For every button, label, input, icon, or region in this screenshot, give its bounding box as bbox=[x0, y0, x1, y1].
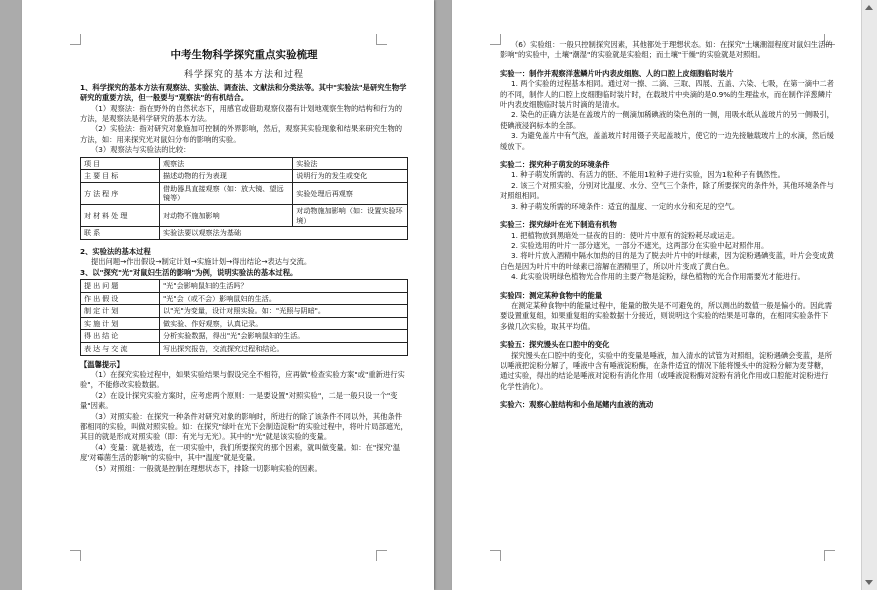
table-row bbox=[81, 182, 408, 204]
scroll-up-icon[interactable] bbox=[865, 5, 873, 10]
paragraph: 1. 种子萌发所需的、有活力的胚、不能用1粒种子进行实验，因为1粒种子有偶然性。 bbox=[510, 170, 785, 180]
table-row bbox=[81, 170, 408, 183]
document-subtitle: 科学探究的基本方法和过程 bbox=[183, 70, 304, 81]
paragraph: （4）变量：就是被选，在一项实验中，我们所要探究的那个因素，就叫做变量。如：在"探究'温度'对霉菌生活的影响"的实验中，其中"温度"就是变量。 bbox=[80, 442, 401, 463]
table-cell: "光"会影响鼠妇的生活吗？ bbox=[160, 280, 408, 293]
table-cell: 作出假设 bbox=[81, 292, 160, 305]
table-cell: 主要目标 bbox=[81, 170, 160, 183]
table-row bbox=[81, 157, 408, 170]
paragraph: 1. 把植物放到黑暗处一昼夜的目的：使叶片中原有的淀粉耗尽或运走。 bbox=[510, 230, 740, 240]
paragraph: 3. 将叶片放入酒精中隔水加热的目的是为了脱去叶片中的叶绿素，因为淀粉遇碘变蓝，叶片会变成黄白色是因为叶片中的叶绿素已溶解在酒精里了，所以叶片变成了黄白色。 bbox=[500, 251, 834, 271]
paragraph: 2. 该三个对照实验，分别对比温度、水分、空气三个条件，除了所要探究的条件外，其他环境条件与对照组相同。 bbox=[500, 180, 834, 201]
paragraph: （5）对照组：一般就是控制在理想状态下，排除一切影响实验的因素。 bbox=[90, 463, 322, 473]
table-row bbox=[81, 227, 408, 240]
paragraph: 探究馒头在口腔中的变化，实验中的变量是唾液，加入清水的试管为对照组，淀粉遇碘会变蓝，是所以唾液把淀粉分解了，唾液中含有唾液淀粉酶，在条件适宜的情况下能将馒头中的淀粉分解为麦芽糖，通过实验，得出的结论是唾液对淀粉有消化作用（或唾液淀粉酶对淀粉有消化作用或口腔能对淀粉进行化学性消化）。 bbox=[500, 350, 832, 391]
paragraph: 2. 实验选用的叶片一部分遮光，一部分不遮光，这两部分在实验中起对照作用。 bbox=[510, 240, 769, 250]
table-cell: 方法程序 bbox=[81, 182, 160, 204]
experiment-2-heading: 实验二：探究种子萌发的环境条件 bbox=[500, 160, 610, 170]
paragraph: （3）观察法与实验法的比较： bbox=[90, 145, 191, 155]
table-cell: 对动物施加影响（如：设置实验环境） bbox=[293, 205, 408, 227]
table-row bbox=[81, 317, 408, 330]
document-page-right bbox=[452, 0, 862, 590]
section-2-heading: 2、实验法的基本过程 bbox=[80, 246, 151, 256]
margin-corner-mark bbox=[70, 550, 81, 561]
margin-corner-mark bbox=[824, 550, 835, 561]
comparison-table bbox=[80, 157, 408, 240]
table-cell: 做实验、作好观察，认真记录。 bbox=[160, 317, 408, 330]
left-page-content[interactable] bbox=[80, 50, 408, 474]
table-row bbox=[81, 280, 408, 293]
vertical-scrollbar[interactable] bbox=[861, 0, 877, 590]
margin-corner-mark bbox=[376, 34, 387, 45]
table-cell: 说明行为的发生或变化 bbox=[293, 170, 408, 183]
experiment-1-heading: 实验一：制作并观察洋葱鳞片叶内表皮细胞、人的口腔上皮细胞临时装片 bbox=[500, 68, 734, 78]
paragraph: 在测定某种食物中的能量过程中，能量的散失是不可避免的，所以测出的数值一般是偏小的。因此需要设置重复组，如果重复组的实验数据十分接近，则说明这个实验的结果是可靠的，在相同实验条件下多做几次实验，取其平均值。 bbox=[500, 300, 832, 331]
experiment-5-heading: 实验五：探究馒头在口腔中的变化 bbox=[500, 340, 610, 350]
table-row bbox=[81, 292, 408, 305]
table-cell: 联系 bbox=[81, 227, 160, 240]
table-cell: 制定计划 bbox=[81, 305, 160, 318]
experiment-6-heading: 实验六：观察心脏结构和小鱼尾鳍内血液的流动 bbox=[500, 400, 654, 410]
paragraph: （1）在探究实验过程中，如果实验结果与假设完全不相符，应再做"检查实验方案"或"重新进行实验"，不能修改实验数据。 bbox=[80, 370, 405, 390]
tips-heading: 【温馨提示】 bbox=[80, 359, 124, 369]
table-cell: 分析实验数据，得出"光"会影响鼠妇的生活。 bbox=[160, 330, 408, 343]
margin-corner-mark bbox=[490, 550, 501, 561]
table-cell: 得出结论 bbox=[81, 330, 160, 343]
experiment-4-heading: 实验四：测定某种食物中的能量 bbox=[500, 290, 603, 300]
table-cell: 实施计划 bbox=[81, 317, 160, 330]
table-cell: 表达与交流 bbox=[81, 343, 160, 356]
document-title: 中考生物科学探究重点实验梳理 bbox=[170, 49, 318, 61]
table-row bbox=[81, 330, 408, 343]
table-cell: 以"光"为变量，设计对照实验。如："光照与阴暗"。 bbox=[160, 305, 408, 318]
table-cell: 实验处理后再观察 bbox=[293, 182, 408, 204]
table-row bbox=[81, 343, 408, 356]
scroll-down-icon[interactable] bbox=[865, 580, 873, 585]
table-cell: 实验法要以观察法为基础 bbox=[160, 227, 408, 240]
paragraph: （3）对照实验：在探究一种条件对研究对象的影响时，所进行的除了该条件不同以外，其他条件都相同的实验，叫做对照实验。如：在探究"绿叶在光下会制造淀粉"的实验过程中，将叶片局部遮光，其目的就是形成对照实验（即：有光与无光）。其中的"光"就是该实验的变量。 bbox=[80, 411, 408, 442]
paragraph: 2. 染色的正确方法是在盖玻片的一侧滴加稀碘液的染色剂的一侧，用吸水纸从盖玻片的另一侧吸引，使碘液浸润标本的全部。 bbox=[500, 110, 834, 130]
table-cell: 实验法 bbox=[293, 157, 408, 170]
table-cell: 提出问题 bbox=[81, 280, 160, 293]
table-cell: 描述动物的行为表现 bbox=[160, 170, 293, 183]
paragraph: 3. 为避免盖片中有气泡，盖盖玻片时用镊子夹起盖玻片，使它的一边先接触载玻片上的水滴，然后缓缓放下。 bbox=[500, 131, 834, 151]
paragraph: 4. 此实验说明绿色植物光合作用的主要产物是淀粉，绿色植物的光合作用需要光才能进行。 bbox=[510, 272, 805, 282]
table-cell: "光"会（或不会）影响鼠妇的生活。 bbox=[160, 292, 408, 305]
margin-corner-mark bbox=[376, 550, 387, 561]
table-cell: 项目 bbox=[81, 157, 160, 170]
paragraph: （2）在设计探究实验方案时，应考虑两个原则：一是要设置"对照实验"，二是一般只设一个"变量"因素。 bbox=[80, 390, 398, 411]
table-cell: 观察法 bbox=[160, 157, 293, 170]
table-cell: 写出探究报告，交流探究过程和结论。 bbox=[160, 343, 408, 356]
paragraph: 提出问题→作出假设→制定计划→实施计划→得出结论→表达与交流。 bbox=[90, 257, 312, 267]
table-row bbox=[81, 305, 408, 318]
table-cell: 对动物不施加影响 bbox=[160, 205, 293, 227]
paragraph: 3. 种子萌发所需的环境条件：适宜的温度、一定的水分和充足的空气。 bbox=[510, 201, 740, 211]
table-cell: 借助器具直接观察（如：放大镜、望远镜等） bbox=[160, 182, 293, 204]
section-1-heading: 1、科学探究的基本方法有观察法、实验法、调查法、文献法和分类法等。其中"实验法"是研究生物学研究的重要方法，但一般要与"观察法"的有机结合。 bbox=[80, 82, 407, 103]
paragraph: （2）实验法：指对研究对象施加可控制的外界影响，然后，观察其实验现象和结果来研究生物的方法，如：用来探究光对鼠妇分布的影响的实验。 bbox=[80, 124, 403, 144]
experiment-3-heading: 实验三：探究绿叶在光下制造有机物 bbox=[500, 220, 617, 230]
paragraph: 1. 两个实验的过程基本相同。通过对一擦、二滴、三取、四展、五盖、六染、七吸，在第一滴中二者的不同，制作人的口腔上皮细胞临时装片时，在载玻片中央滴的是0.9%的生理盐水，而在制作洋葱鳞片叶内表皮细胞临时装片时滴的是清水。 bbox=[500, 79, 834, 110]
document-page-left bbox=[22, 0, 434, 590]
margin-corner-mark bbox=[70, 34, 81, 45]
table-cell: 对材料处理 bbox=[81, 205, 160, 227]
process-table bbox=[80, 279, 408, 356]
paragraph: （6）实验组：一般只控制探究因素，其他都处于理想状态。如：在探究"土壤潮湿程度对鼠妇生活的影响"的实验中，土壤"潮湿"的实验就是实验组；而土壤"干燥"的实验就是对照组。 bbox=[500, 40, 833, 60]
paragraph: （1）观察法：指在野外的自然状态下，用感官或借助观察仪器有计划地观察生物的结构和行为的方法，是观察法是科学研究的基本方法。 bbox=[80, 103, 403, 124]
section-3-heading: 3、以"探究"光"对鼠妇生活的影响"为例，说明实验法的基本过程。 bbox=[80, 267, 298, 277]
table-row bbox=[81, 205, 408, 227]
right-page-content[interactable] bbox=[500, 40, 834, 411]
